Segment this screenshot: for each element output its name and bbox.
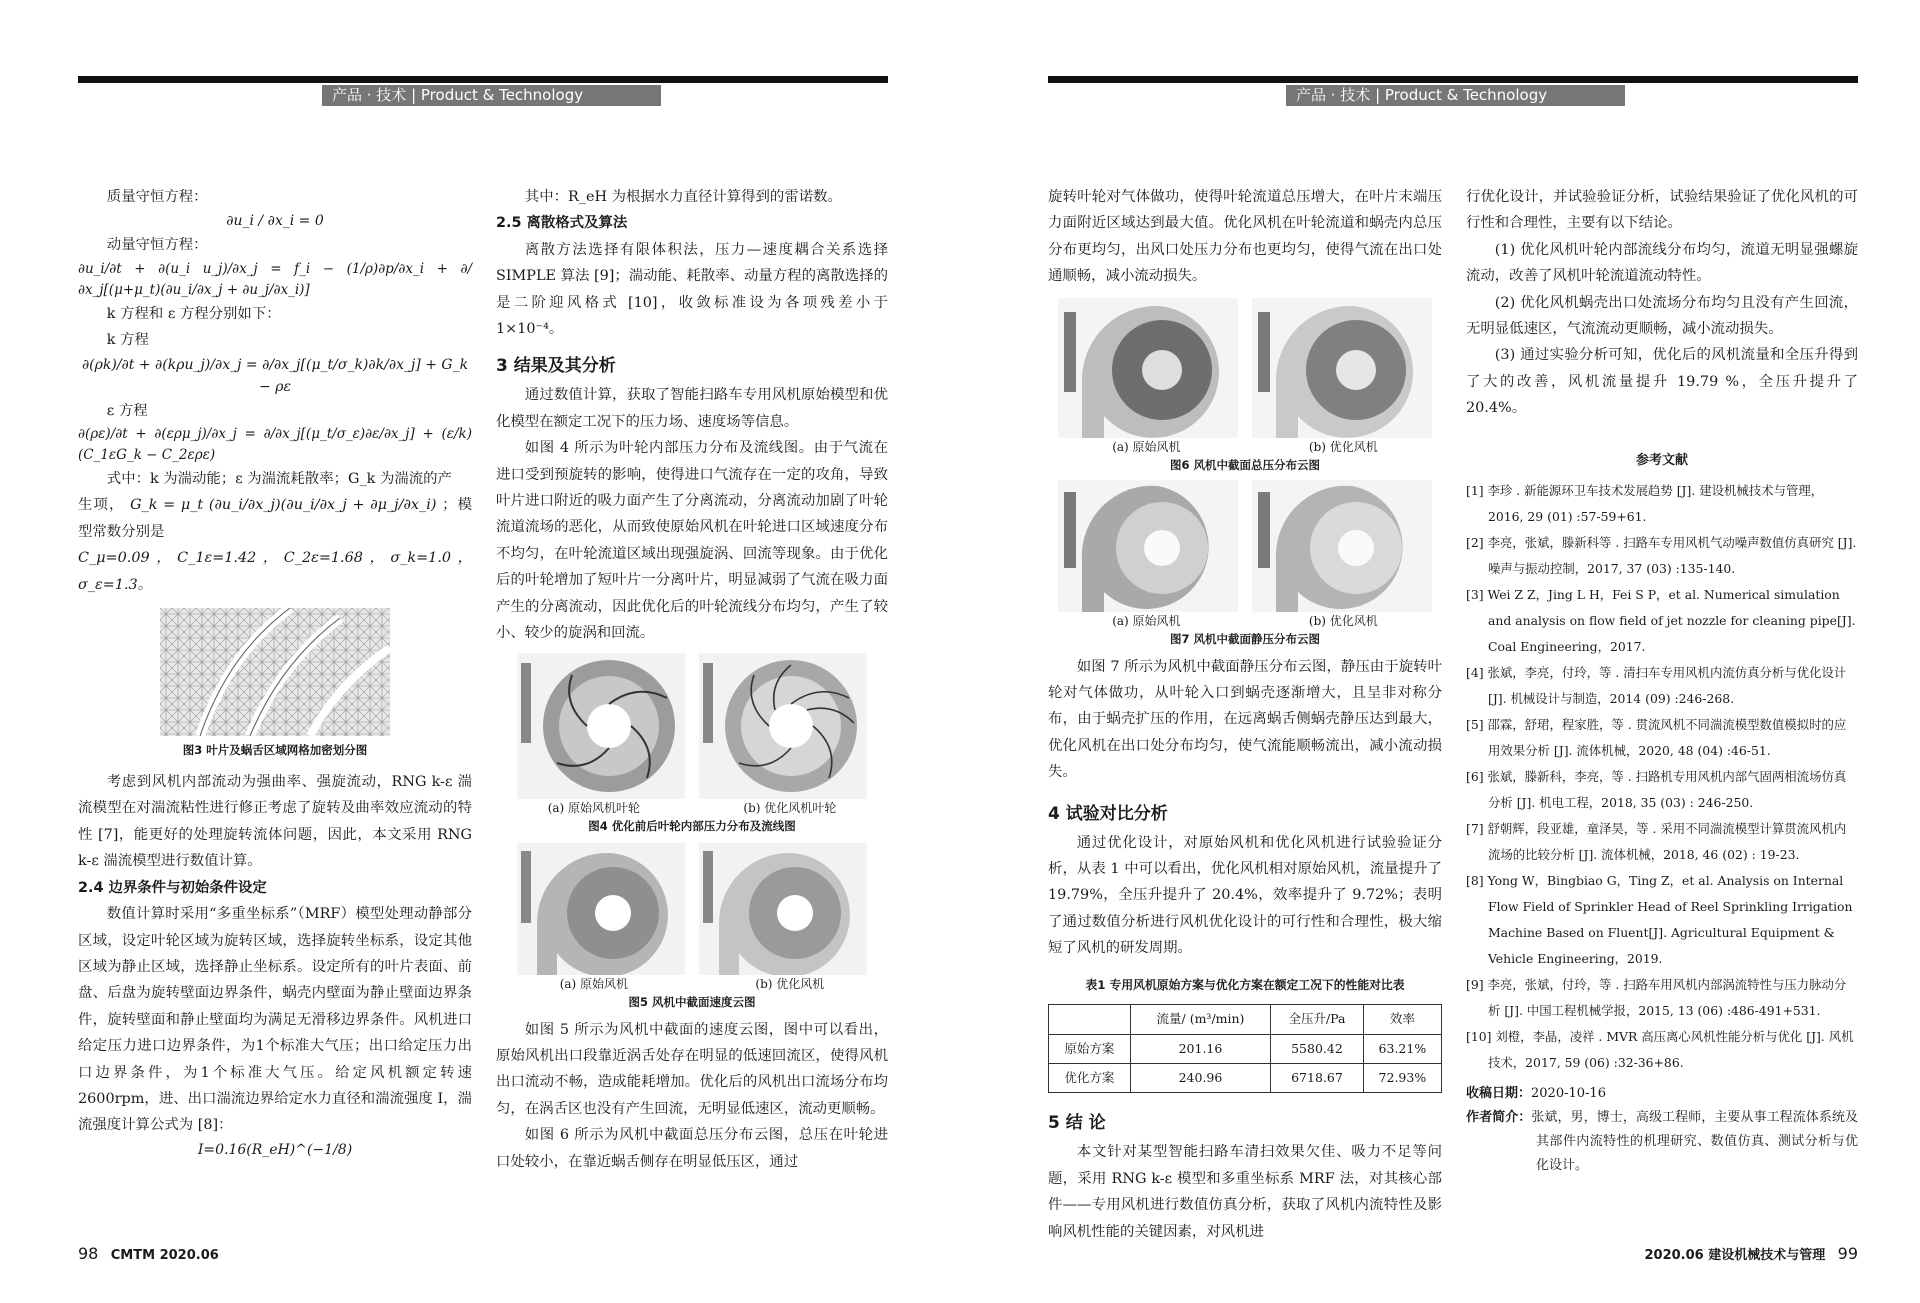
table-header-cell: 流量/ (m³/min) [1130,1005,1270,1034]
k-equation: ∂(ρk)/∂t + ∂(kρu_j)/∂x_j = ∂/∂x_j[(μ_t/σ_k)∂k/∂x_j] + G_k − ρε [81,356,469,395]
k-label: k 方程 [106,332,149,349]
continued-paragraph: 旋转叶轮对气体做功，使得叶轮流道总压增大，在叶片末端压力面附近区域达到最大值。优化风机在叶轮流道和蜗壳内总压分布更均匀，出风口处压力分布也更均匀，使得气流在出口处通顺畅，减小流动损失。 [1048,189,1442,285]
figure-6-caption: 图6 风机中截面总压分布云图 [1169,457,1320,472]
total-pressure-image-optimized [1252,298,1432,438]
model-constants: C_μ=0.09，C_1ε=1.42，C_2ε=1.68，σ_k=1.0，σ_ε=1.3。 [78,550,472,593]
column-2 [496,184,888,1175]
reference-item: [7] 舒朝辉，段亚雄，童泽昊，等 . 采用不同湍流模型计算贯流风机内流场的比较分析 [J]. 流体机械，2018, 46 (02) : 19-23. [1466,821,1847,863]
where-line-1: 式中：k 为湍动能；ε 为湍流耗散率；G_k 为湍流的产 [106,471,452,488]
right-page [960,0,1920,1303]
received-value: 2020-10-16 [1531,1086,1606,1102]
figure-6a-label: (a) 原始风机 [1112,439,1181,454]
author-value: 张斌，男，博士，高级工程师，主要从事工程流体系统及其部件内流特性的机理研究、数值仿真、测试分析与优化设计。 [1531,1110,1858,1174]
reference-item: [8] Yong W，Bingbiao G，Ting Z，et al. Analysis on Internal Flow Field of Sprinkler Head of Reel Sprinkling Irrigation Machine Based on Fluent[J]. Agricultural Equipment & Vehicle Engineering，2019. [1466,873,1853,967]
continued-paragraph: 行优化设计，并试验验证分析，试验结果验证了优化风机的可行性和合理性，主要有以下结论。 [1466,189,1858,232]
section-4-paragraph: 通过优化设计，对原始风机和优化风机进行试验验证分析，从表 1 中可以看出，优化风机相对原始风机，流量提升了 19.79%，全压升提升了 20.4%，效率提升了 9.72%；表明了通过数值分析进行风机优化设计的可行性和合理性，极大缩短了风机的研发周期。 [1048,834,1442,957]
figure-7-caption: 图7 风机中截面静压分布云图 [1169,631,1320,646]
reference-item: [10] 刘橙，李晶，凌祥 . MVR 高压离心风机性能分析与优化 [J]. 风机技术，2017, 59 (06) :32-36+86. [1466,1029,1854,1071]
section-4-heading: 4 试验对比分析 [1048,803,1168,824]
figure-5 [496,843,888,1011]
running-header: 产品 · 技术 | Product & Technology [1286,85,1625,106]
table-cell: 原始方案 [1049,1034,1131,1063]
references-heading: 参考文献 [1635,452,1688,468]
turbulence-intensity-equation: I=0.16(R_eH)^(−1/8) [197,1141,353,1158]
table-header-cell: 全压升/Pa [1271,1005,1364,1034]
table-cell: 240.96 [1130,1063,1270,1092]
figure-4-caption: 图4 优化前后叶轮内部压力分布及流线图 [588,818,796,833]
column-1 [78,184,472,1161]
table-row [1049,1063,1442,1092]
figure-4-sublabels [496,799,888,817]
right-journal: 2020.06 建设机械技术与管理 [1644,1248,1826,1263]
figure-4b-label: (b) 优化风机叶轮 [743,800,837,815]
figure-7a-label: (a) 原始风机 [1112,613,1181,628]
received-label: 收稿日期： [1466,1086,1532,1102]
impeller-image-original [517,653,685,799]
received-date [1466,1082,1858,1106]
discretization-paragraph: 离散方法选择有限体积法，压力—速度耦合关系选择 SIMPLE 算法 [9]；湍动能、耗散率、动量方程的离散选择的是二阶迎风格式 [10]，收敛标准设为各项残差小于 1×10⁻⁴。 [496,241,888,338]
boundary-paragraph: 数值计算时采用“多重坐标系”（MRF）模型处理动静部分区域，设定叶轮区域为旋转区域，选择旋转坐标系，设定其他区域为静止区域，选择静止坐标系。设定所有的叶片表面、前盘、后盘为旋转壁面边界条件，蜗壳内壁面为静止壁面边界条件，旋转壁面和静止壁面均为满足无滑移边界条件。风机进口给定压力进口边界条件，为1个标准大气压；出口给定压力出口边界条件，为1个标准大气压。给定风机额定转速 2600rpm，进、出口湍流边界给定水力直径和湍流强度 I，湍流强度计算公式为 [8]： [78,906,472,1134]
figure-6-sublabels [1048,438,1442,456]
reh-note: 其中：R_eH 为根据水力直径计算得到的雷诺数。 [524,189,842,205]
reference-item: [5] 邵霖，舒珺，程家胜，等 . 贯流风机不同湍流模型数值模拟时的应用效果分析 [J]. 流体机械，2020, 48 (04) :46-51. [1466,717,1847,759]
left-journal: CMTM 2020.06 [110,1248,219,1263]
figure-5a-label: (a) 原始风机 [559,976,629,991]
section-2-4-heading: 2.4 边界条件与初始条件设定 [78,879,267,896]
epsilon-equation: ∂(ρε)/∂t + ∂(ερμ_j)/∂x_j = ∂/∂x_j[(μ_t/σ_ε)∂ε/∂x_j] + (ε/k)(C_1εG_k − C_2ερε) [78,426,472,464]
momentum-equation: ∂u_i/∂t + ∂(u_i u_j)/∂x_j = f_i − (1/ρ)∂p/∂x_i + ∂/∂x_j[(μ+μ_t)(∂u_i/∂x_j + ∂u_j/∂x_i)] [78,260,472,298]
mass-equation: ∂u_i / ∂x_i = 0 [226,213,324,230]
table-cell: 优化方案 [1049,1063,1131,1092]
figure-4a-label: (a) 原始风机叶轮 [547,800,641,815]
table-cell: 72.93% [1363,1063,1441,1092]
reference-item: [3] Wei Z Z，Jing L H，Fei S P，et al. Numerical simulation and analysis on flow field of jet nozzle for cleaning pipe[J]. Coal Engineering，2017. [1466,587,1856,655]
velocity-image-optimized [699,843,867,975]
where-part-a: 生项， [78,497,125,514]
figure-7-sublabels [1048,612,1442,630]
conclusion-3: (3) 通过实验分析可知，优化后的风机流量和全压升得到了大的改善，风机流量提升 19.79 %，全压升提升了 20.4%。 [1466,347,1858,417]
figure-5b-label: (b) 优化风机 [755,976,825,991]
table-header-cell [1049,1005,1131,1034]
author-label: 作者简介： [1466,1110,1532,1126]
where-part-b: ；模型常数分别是 [78,497,472,540]
performance-table [1048,1004,1442,1093]
section-5-heading: 5 结 论 [1048,1113,1106,1134]
figure-5-caption: 图5 风机中截面速度云图 [628,994,756,1009]
figure-6b-label: (b) 优化风机 [1308,439,1378,454]
table-cell: 6718.67 [1271,1063,1364,1092]
impeller-image-optimized [699,653,867,799]
ke-intro: k 方程和 ε 方程分别如下： [106,305,281,322]
mesh-image [160,608,390,736]
header-rule [1048,76,1858,83]
figure-4 [496,653,888,835]
where-line-2 [78,492,472,545]
figure-3 [78,608,472,759]
running-header: 产品 · 技术 | Product & Technology [322,85,661,106]
table-header-cell: 效率 [1363,1005,1441,1034]
section-2-5-heading: 2.5 离散格式及算法 [496,215,628,232]
right-page-number: 99 [1837,1244,1858,1263]
right-footer [1644,1244,1858,1263]
table-1-caption: 表1 专用风机原始方案与优化方案在额定工况下的性能对比表 [1085,977,1405,992]
figure-5-sublabels [496,975,888,993]
left-footer [78,1244,219,1263]
reference-item: [6] 张斌，滕新科，李亮，等 . 扫路机专用风机内部气固两相流场仿真分析 [J]. 机电工程，2018, 35 (03) : 246-250. [1466,769,1847,811]
table-row [1049,1034,1442,1063]
references-list [1466,478,1858,1076]
table-header-row [1049,1005,1442,1034]
mass-label: 质量守恒方程： [106,189,208,205]
momentum-label: 动量守恒方程： [106,237,208,254]
figure-7-discussion: 如图 7 所示为风机中截面静压分布云图，静压由于旋转叶轮对气体做功，从叶轮入口到蜗壳逐渐增大，且呈非对称分布，由于蜗壳扩压的作用，在远离蜗舌侧蜗壳静压达到最大，优化风机在出口处分布均匀，使气流能顺畅流出，减小流动损失。 [1048,658,1442,781]
conclusion-2: (2) 优化风机蜗壳出口处流场分布均匀且没有产生回流，无明显低速区，气流流动更顺畅，减小流动损失。 [1466,294,1858,338]
header-rule [78,76,888,83]
figure-5-discussion: 如图 5 所示为风机中截面的速度云图，图中可以看出，原始风机出口段靠近涡舌处存在明显的低速回流区，使得风机出口流动不畅，造成能耗增加。优化后的风机出口流场分布均匀，在涡舌区也没有产生回流，无明显低速区，流动更顺畅。 [496,1021,888,1117]
figure-3-caption: 图3 叶片及蜗舌区域网格加密划分图 [182,743,368,758]
figure-7b-label: (b) 优化风机 [1308,613,1378,628]
conclusion-paragraph: 本文针对某型智能扫路车清扫效果欠佳、吸力不足等问题，采用 RNG k-ε 模型和多重坐标系 MRF 法，对其核心部件——专用风机进行数值仿真分析，获取了风机内流特性及影响风机性能的关键因素，对风机进 [1048,1144,1442,1240]
table-cell: 201.16 [1130,1034,1270,1063]
gk-equation: G_k = μ_t (∂u_i/∂x_j)(∂u_i/∂x_j + ∂μ_j/∂x_i) [130,497,437,514]
figure-4-discussion: 如图 4 所示为叶轮内部压力分布及流线图。由于气流在进口受到预旋转的影响，使得进口气流存在一定的攻角，导致叶片进口附近的吸力面产生了分离流动，分离流动加剧了叶轮流道流场的恶化，从而致使原始风机在叶轮进口区域速度分布不均匀，在叶轮流道区域出现强旋涡、回流等现象。由于优化后的叶轮增加了短叶片一分离叶片，明显减弱了气流在吸力面产生的分离流动，因此优化后的叶轮流线分布均匀，产生了较小、较少的旋涡和回流。 [496,440,888,642]
column-3 [1048,184,1442,1245]
reference-item: [1] 李珍 . 新能源环卫车技术发展趋势 [J]. 建设机械技术与管理，2016, 29 (01) :57-59+61. [1466,483,1824,525]
figure-6 [1048,298,1442,474]
author-bio [1466,1106,1858,1178]
left-page-number: 98 [78,1244,99,1263]
total-pressure-image-original [1058,298,1238,438]
velocity-image-original [517,843,685,975]
conclusion-1: (1) 优化风机叶轮内部流线分布均匀，流道无明显强螺旋流动，改善了风机叶轮流道流动特性。 [1466,241,1858,285]
table-cell: 63.21% [1363,1034,1441,1063]
reference-item: [4] 张斌，李亮，付玲，等 . 清扫车专用风机内流仿真分析与优化设计 [J]. 机械设计与制造，2014 (09) :246-268. [1466,665,1847,707]
table-cell: 5580.42 [1271,1034,1364,1063]
rng-paragraph: 考虑到风机内部流动为强曲率、强旋流动，RNG k-ε 湍流模型在对湍流粘性进行修正考虑了旋转及曲率效应流动的特性 [7]，能更好的处理旋转流体问题，因此，本文采用 RNG k-ε 湍流模型进行数值计算。 [78,774,472,870]
reference-item: [9] 李亮，张斌，付玲，等 . 扫路车用风机内部涡流特性与压力脉动分析 [J]. 中国工程机械学报，2015, 13 (06) :486-491+531. [1466,977,1847,1019]
reference-item: [2] 李亮，张斌，滕新科等 . 扫路车专用风机气动噪声数值仿真研究 [J]. 噪声与振动控制，2017, 37 (03) :135-140. [1466,535,1857,577]
section-3-heading: 3 结果及其分析 [496,356,616,377]
figure-7 [1048,480,1442,648]
section-3-intro: 通过数值计算，获取了智能扫路车专用风机原始模型和优化模型在额定工况下的压力场、速度场等信息。 [496,387,888,430]
epsilon-label: ε 方程 [106,402,148,419]
static-pressure-image-optimized [1252,480,1432,612]
static-pressure-image-original [1058,480,1238,612]
figure-6-discussion-start: 如图 6 所示为风机中截面总压分布云图，总压在叶轮进口处较小，在靠近蜗舌侧存在明显低压区，通过 [496,1127,888,1170]
column-4 [1466,184,1858,1178]
